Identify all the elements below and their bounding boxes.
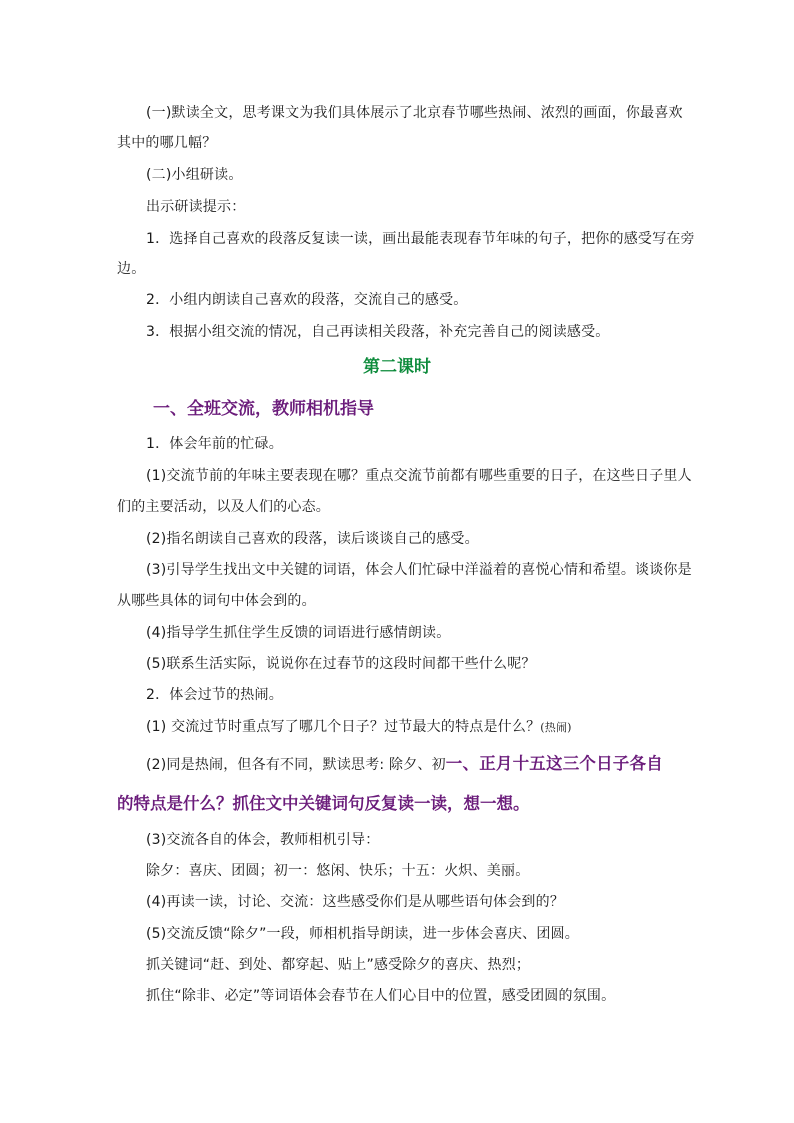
item-2-read-aloud: (2)指名朗读自己喜欢的段落，读后谈谈自己的感受。 (146, 531, 479, 547)
item-4-discuss: (4)再读一读，讨论、交流：这些感受你们是从哪些语句体会到的？ (146, 894, 565, 910)
key-words-new-years-eve: 抓关键词“赶、到处、都穿起、贴上”感受除夕的喜庆、热烈； (146, 957, 531, 973)
section-title-second-lesson: 第二课时 (363, 357, 431, 377)
item-1-festival-days-note: (热闹) (540, 721, 572, 734)
paragraph-reading-task-1: (一)默读全文，思考课文为我们具体展示了北京春节哪些热闹、浓烈的画面，你最喜欢 (146, 105, 683, 121)
item-1-festival-days (146, 717, 572, 738)
item-1-exchange-cont: 们的主要活动，以及人们的心态。 (117, 499, 330, 515)
item-2-compare-days-text: (2)同是热闹，但各有不同，默读思考: 除夕、初 (146, 757, 446, 773)
item-3-key-words-cont: 从哪些具体的词句中体会到的。 (117, 593, 316, 609)
item-5-feedback: (5)交流反馈“除夕”一段，师相机指导朗读，进一步体会喜庆、团圆。 (146, 926, 579, 942)
paragraph-reading-task-1-cont: 其中的哪几幅？ (117, 135, 217, 151)
item-busy-before-new-year: 1．体会年前的忙碌。 (146, 436, 283, 452)
key-words-reunion: 抓住“除非、必定”等词语体会春节在人们心目中的位置，感受团圆的氛围。 (146, 988, 616, 1004)
item-3-share-feelings: (3)交流各自的体会，教师相机引导： (146, 832, 380, 848)
item-2-compare-days (146, 752, 663, 777)
item-4-emotional-reading: (4)指导学生抓住学生反馈的词语进行感情朗读。 (146, 625, 451, 641)
item-1-exchange: (1)交流节前的年味主要表现在哪？重点交流节前都有哪些重要的日子，在这些日子里人 (146, 468, 692, 484)
item-1-festival-days-text: (1) 交流过节时重点写了哪几个日子？过节最大的特点是什么？ (146, 719, 541, 735)
item-5-real-life: (5)联系生活实际，说说你在过春节的这段时间都干些什么呢？ (146, 656, 536, 672)
section-heading-class-exchange: 一、全班交流，教师相机指导 (153, 399, 374, 419)
paragraph-group-study: (二)小组研读。 (146, 167, 243, 183)
item-3-key-words: (3)引导学生找出文中关键的词语，体会人们忙碌中洋溢着的喜悦心情和希望。谈谈你是 (146, 562, 692, 578)
item-2-compare-days-emphasis: 一、正月十五这三个日子各自 (445, 754, 663, 773)
feelings-summary: 除夕：喜庆、团圆；初一：悠闲、快乐；十五：火炽、美丽。 (146, 863, 530, 879)
study-tip-1-cont: 边。 (117, 261, 146, 277)
item-festival-liveliness: 2．体会过节的热闹。 (146, 687, 283, 703)
item-2-compare-days-cont: 的特点是什么？抓住文中关键词句反复读一读，想一想。 (117, 794, 530, 813)
study-tip-3: 3．根据小组交流的情况，自己再读相关段落，补充完善自己的阅读感受。 (146, 324, 610, 340)
paragraph-study-tips-label: 出示研读提示： (146, 199, 246, 215)
study-tip-2: 2．小组内朗读自己喜欢的段落，交流自己的感受。 (146, 292, 468, 308)
study-tip-1: 1．选择自己喜欢的段落反复读一读，画出最能表现春节年味的句子，把你的感受写在旁 (146, 231, 695, 247)
